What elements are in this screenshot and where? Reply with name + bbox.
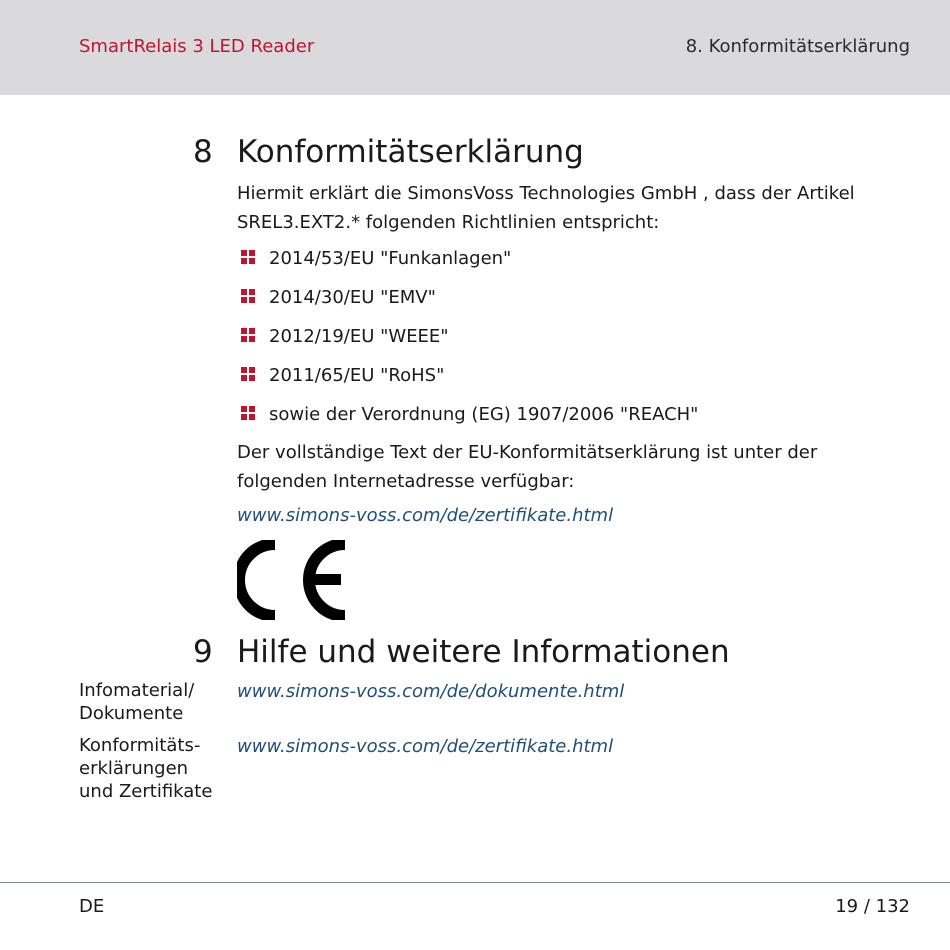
section-8-intro: Hiermit erklärt die SimonsVoss Technologies GmbH , dass der Artikel SREL3.EXT2.* folgenden Richtlinien entspricht: [237, 183, 855, 233]
directive-text: 2014/30/EU "EMV" [269, 287, 436, 308]
directive-list-item [241, 364, 445, 390]
section-9-number: 9 [193, 634, 213, 670]
bullet-icon [241, 328, 255, 342]
section-8-number: 8 [193, 134, 213, 170]
bullet-icon [241, 289, 255, 303]
header-product-title: SmartRelais 3 LED Reader [79, 36, 315, 57]
directive-text: sowie der Verordnung (EG) 1907/2006 "REACH" [269, 404, 699, 425]
directive-list-item [241, 325, 449, 351]
margin-note-certificates: Konformitätserklärungen und Zertifikate [79, 735, 213, 802]
directive-list-item [241, 286, 436, 312]
page-header [0, 0, 950, 95]
bullet-icon [241, 406, 255, 420]
bullet-icon [241, 367, 255, 381]
margin-note-documents: Infomaterial/ Dokumente [79, 680, 195, 724]
footer-page-number: 19 / 132 [835, 896, 910, 917]
section-8-closing: Der vollständige Text der EU-Konformitätserklärung ist unter der folgenden Internetadresse verfügbar: [237, 442, 818, 492]
bullet-icon [241, 250, 255, 264]
certificates-link-2[interactable]: www.simons-voss.com/de/zertifikate.html [237, 736, 614, 757]
section-8-title: Konformitätserklärung [237, 134, 584, 170]
directive-text: 2012/19/EU "WEEE" [269, 326, 449, 347]
documents-link[interactable]: www.simons-voss.com/de/dokumente.html [237, 681, 625, 702]
header-chapter-title: 8. Konformitätserklärung [685, 36, 910, 57]
certificates-link[interactable]: www.simons-voss.com/de/zertifikate.html [237, 505, 614, 526]
directive-text: 2011/65/EU "RoHS" [269, 365, 445, 386]
section-9-title: Hilfe und weitere Informationen [237, 634, 730, 670]
directive-list-item [241, 403, 699, 429]
ce-mark-icon [237, 540, 357, 620]
footer-language: DE [79, 896, 105, 917]
directive-text: 2014/53/EU "Funkanlagen" [269, 248, 512, 269]
directive-list-item [241, 247, 512, 273]
footer-divider [0, 882, 950, 883]
